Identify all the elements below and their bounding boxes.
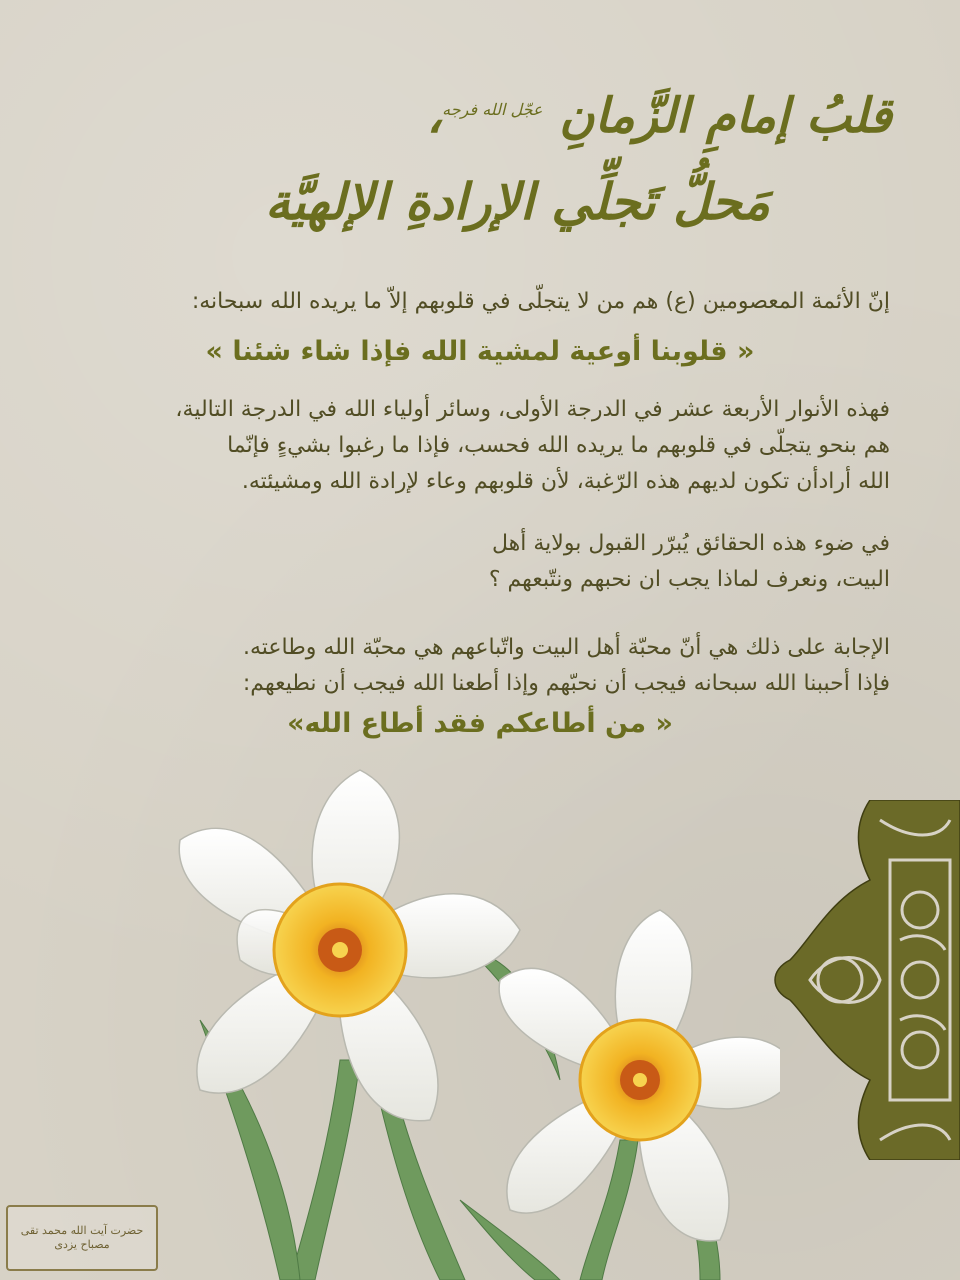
- paragraph-3: [64, 526, 890, 598]
- calligraphy-seal-icon: حضرت آیت الله محمد تقی مصباح یزدی: [20, 1224, 144, 1251]
- paragraph-2-line-2: هم بنحو يتجلّى في قلوبهم ما يريده الله فحسب، فإذا ما رغبوا بشيءٍ فإنّما: [227, 433, 890, 458]
- calligraphy-seal: [6, 1205, 158, 1271]
- title-line-2: مَحلُّ تَجلِّي الإرادةِ الإلهيَّة: [264, 172, 770, 231]
- narcissus-flower-icon: [140, 760, 780, 1280]
- title-honorific: عجّل الله فرجه: [442, 100, 543, 119]
- paragraph-3-line-1: في ضوء هذه الحقائق يُبرّر القبول بولاية أهل: [492, 531, 890, 556]
- paragraph-2-line-3: الله أرادأن تكون لديهم هذه الرّغبة، لأن قلوبهم وعاء لإرادة الله ومشيئته.: [241, 469, 890, 494]
- paragraph-4-line-1: الإجابة على ذلك هي أنّ محبّة أهل البيت واتّباعهم هي محبّة الله وطاعته.: [242, 635, 890, 660]
- paragraph-3-line-2: البيت، ونعرف لماذا يجب ان نحبهم ونتّبعهم ؟: [488, 567, 890, 592]
- islamic-ornament-icon: [770, 800, 960, 1160]
- title-line-1-text: قلبُ إمامِ الزَّمانِ: [559, 88, 892, 144]
- intro-text: إنّ الأئمة المعصومين (ع) هم من لا يتجلّى في قلوبهم إلاّ ما يريده الله سبحانه:: [191, 289, 890, 314]
- title-line-1: [427, 88, 892, 144]
- quote-obedience: « من أطاعكم فقد أطاع الله»: [287, 708, 673, 739]
- paragraph-4-line-2: فإذا أحببنا الله سبحانه فيجب أن نحبّهم وإذا أطعنا الله فيجب أن نطيعهم:: [242, 671, 890, 696]
- paragraph-2: [64, 392, 890, 500]
- paragraph-2-line-1: فهذه الأنوار الأربعة عشر في الدرجة الأولى، وسائر أولياء الله في الدرجة التالية،: [175, 397, 890, 422]
- title-line-1-comma: ،: [426, 88, 443, 144]
- quote-hearts: « قلوبنا أوعية لمشية الله فإذا شاء شئنا »: [205, 336, 755, 367]
- paragraph-4: [64, 630, 890, 702]
